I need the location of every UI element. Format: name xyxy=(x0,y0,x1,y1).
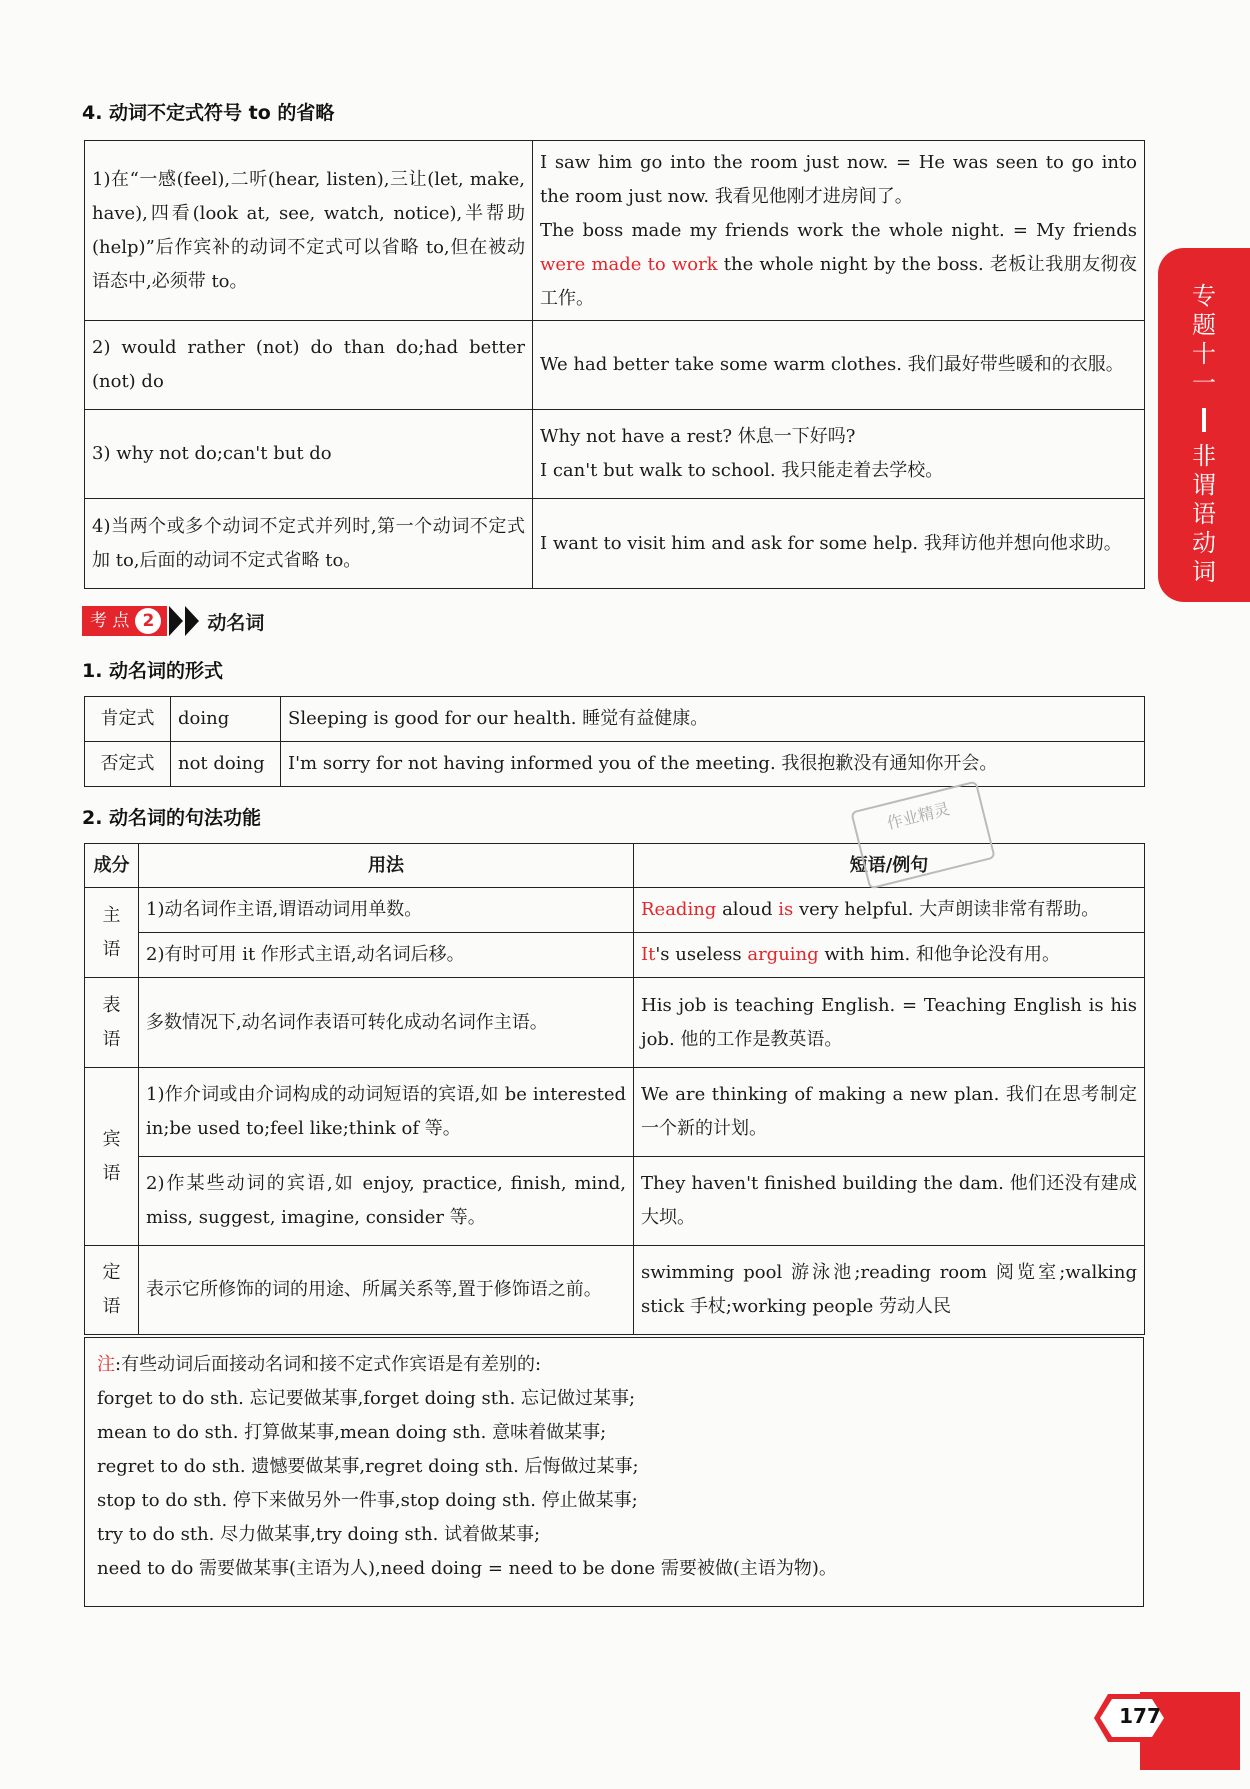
section-heading-infinitive-omission: 4. 动词不定式符号 to 的省略 xyxy=(82,102,335,124)
example-line: I saw him go into the room just now. = He was seen to go into the room just now. 我看见他刚才进房间了。 xyxy=(540,151,1137,207)
table-row xyxy=(85,697,1145,742)
highlight-text: It xyxy=(641,944,656,965)
example-cell: I want to visit him and ask for some help. 我拜访他并想向他求助。 xyxy=(533,499,1145,589)
highlight-text: were made to work xyxy=(540,253,718,275)
chapter-side-tab xyxy=(1158,248,1250,602)
role-cell-predicative: 表语 xyxy=(85,978,139,1068)
note-line: need to do 需要做某事(主语为人),need doing = need to be done 需要被做(主语为物)。 xyxy=(97,1558,837,1579)
column-header: 用法 xyxy=(139,844,634,888)
table-row xyxy=(85,1157,1145,1246)
note-line: stop to do sth. 停下来做另外一件事,stop doing sth. 停止做某事; xyxy=(97,1490,638,1511)
kaodian-title: 动名词 xyxy=(207,611,265,634)
table-row xyxy=(85,410,1145,499)
form-kind-cell: 肯定式 xyxy=(85,697,171,742)
highlight-text: Reading xyxy=(641,899,717,920)
infinitive-omission-table xyxy=(84,140,1145,589)
usage-cell: 1)动名词作主语,谓语动词用单数。 xyxy=(139,888,634,933)
kaodian-label xyxy=(82,604,264,638)
note-line: mean to do sth. 打算做某事,mean doing sth. 意味着做某事; xyxy=(97,1422,607,1443)
role-cell-subject: 主语 xyxy=(85,888,139,978)
note-intro: 注:有些动词后面接动名词和接不定式作宾语是有差别的: xyxy=(97,1354,542,1375)
note-label: 注 xyxy=(97,1354,115,1375)
example-cell: I'm sorry for not having informed you of the meeting. 我很抱歉没有通知你开会。 xyxy=(281,742,1145,787)
example-cell: Sleeping is good for our health. 睡觉有益健康。 xyxy=(281,697,1145,742)
table-row xyxy=(85,978,1145,1068)
example-cell xyxy=(533,410,1145,499)
kaodian-badge: 考 点 2 xyxy=(82,606,167,636)
table-row xyxy=(85,742,1145,787)
note-box xyxy=(84,1337,1144,1607)
example-cell: It's useless arguing with him. 和他争论没有用。 xyxy=(634,933,1145,978)
table-row xyxy=(85,141,1145,321)
form-cell: not doing xyxy=(171,742,281,787)
table-row xyxy=(85,888,1145,933)
section-heading-gerund-functions: 2. 动名词的句法功能 xyxy=(82,807,262,829)
table-row xyxy=(85,1068,1145,1157)
role-cell-attributive: 定语 xyxy=(85,1246,139,1335)
arrow-right-icon xyxy=(185,606,199,636)
role-cell-object: 宾语 xyxy=(85,1068,139,1246)
example-cell: They haven't finished building the dam. 他们还没有建成大坝。 xyxy=(634,1157,1145,1246)
side-tab-title: 非谓语动词 xyxy=(1192,442,1216,586)
example-cell: We had better take some warm clothes. 我们最好带些暖和的衣服。 xyxy=(533,321,1145,410)
kaodian-number: 2 xyxy=(135,608,161,634)
usage-cell: 表示它所修饰的词的用途、所属关系等,置于修饰语之前。 xyxy=(139,1246,634,1335)
side-tab-divider xyxy=(1202,408,1206,432)
rule-cell: 2) would rather (not) do than do;had better (not) do xyxy=(85,321,533,410)
example-line: I can't but walk to school. 我只能走着去学校。 xyxy=(540,460,944,481)
rule-cell: 1)在“一感(feel),二听(hear, listen),三让(let, make, have),四看(look at, see, watch, notice),半帮助(help)”后作宾补的动词不定式可以省略 to,但在被动语态中,必须带 to。 xyxy=(85,141,533,321)
usage-cell: 1)作介词或由介词构成的动词短语的宾语,如 be interested in;be used to;feel like;think of 等。 xyxy=(139,1068,634,1157)
highlight-text: is xyxy=(778,899,794,920)
example-line: Why not have a rest? 休息一下好吗? xyxy=(540,426,856,447)
highlight-text: arguing xyxy=(747,944,819,965)
page-number: 177 xyxy=(1119,1704,1161,1728)
note-line: try to do sth. 尽力做某事,try doing sth. 试着做某事; xyxy=(97,1524,541,1545)
column-header: 短语/例句 xyxy=(634,844,1145,888)
note-line: regret to do sth. 遗憾要做某事,regret doing sth. 后悔做过某事; xyxy=(97,1456,639,1477)
usage-cell: 2)作某些动词的宾语,如 enjoy, practice, finish, mind, miss, suggest, imagine, consider 等。 xyxy=(139,1157,634,1246)
example-line: The boss made my friends work the whole night. = My friends were made to work the whole night by the boss. 老板让我朋友彻夜工作。 xyxy=(540,219,1137,309)
table-row xyxy=(85,499,1145,589)
rule-cell: 3) why not do;can't but do xyxy=(85,410,533,499)
example-cell xyxy=(533,141,1145,321)
gerund-forms-table xyxy=(84,696,1145,787)
note-line: forget to do sth. 忘记要做某事,forget doing sth. 忘记做过某事; xyxy=(97,1388,636,1409)
arrow-right-icon xyxy=(169,606,183,636)
example-cell: Reading aloud is very helpful. 大声朗读非常有帮助。 xyxy=(634,888,1145,933)
example-cell: We are thinking of making a new plan. 我们在思考制定一个新的计划。 xyxy=(634,1068,1145,1157)
table-row xyxy=(85,1246,1145,1335)
watermark-stamp: 作业精灵 xyxy=(850,780,995,889)
example-cell: His job is teaching English. = Teaching English is his job. 他的工作是教英语。 xyxy=(634,978,1145,1068)
rule-cell: 4)当两个或多个动词不定式并列时,第一个动词不定式加 to,后面的动词不定式省略 to。 xyxy=(85,499,533,589)
side-tab-topic: 专题十一 xyxy=(1192,282,1216,397)
table-row xyxy=(85,933,1145,978)
example-cell: swimming pool 游泳池;reading room 阅览室;walking stick 手杖;working people 劳动人民 xyxy=(634,1246,1145,1335)
column-header: 成分 xyxy=(85,844,139,888)
section-heading-gerund-forms: 1. 动名词的形式 xyxy=(82,660,224,682)
table-row xyxy=(85,321,1145,410)
usage-cell: 多数情况下,动名词作表语可转化成动名词作主语。 xyxy=(139,978,634,1068)
usage-cell: 2)有时可用 it 作形式主语,动名词后移。 xyxy=(139,933,634,978)
gerund-functions-table xyxy=(84,843,1145,1335)
form-cell: doing xyxy=(171,697,281,742)
form-kind-cell: 否定式 xyxy=(85,742,171,787)
